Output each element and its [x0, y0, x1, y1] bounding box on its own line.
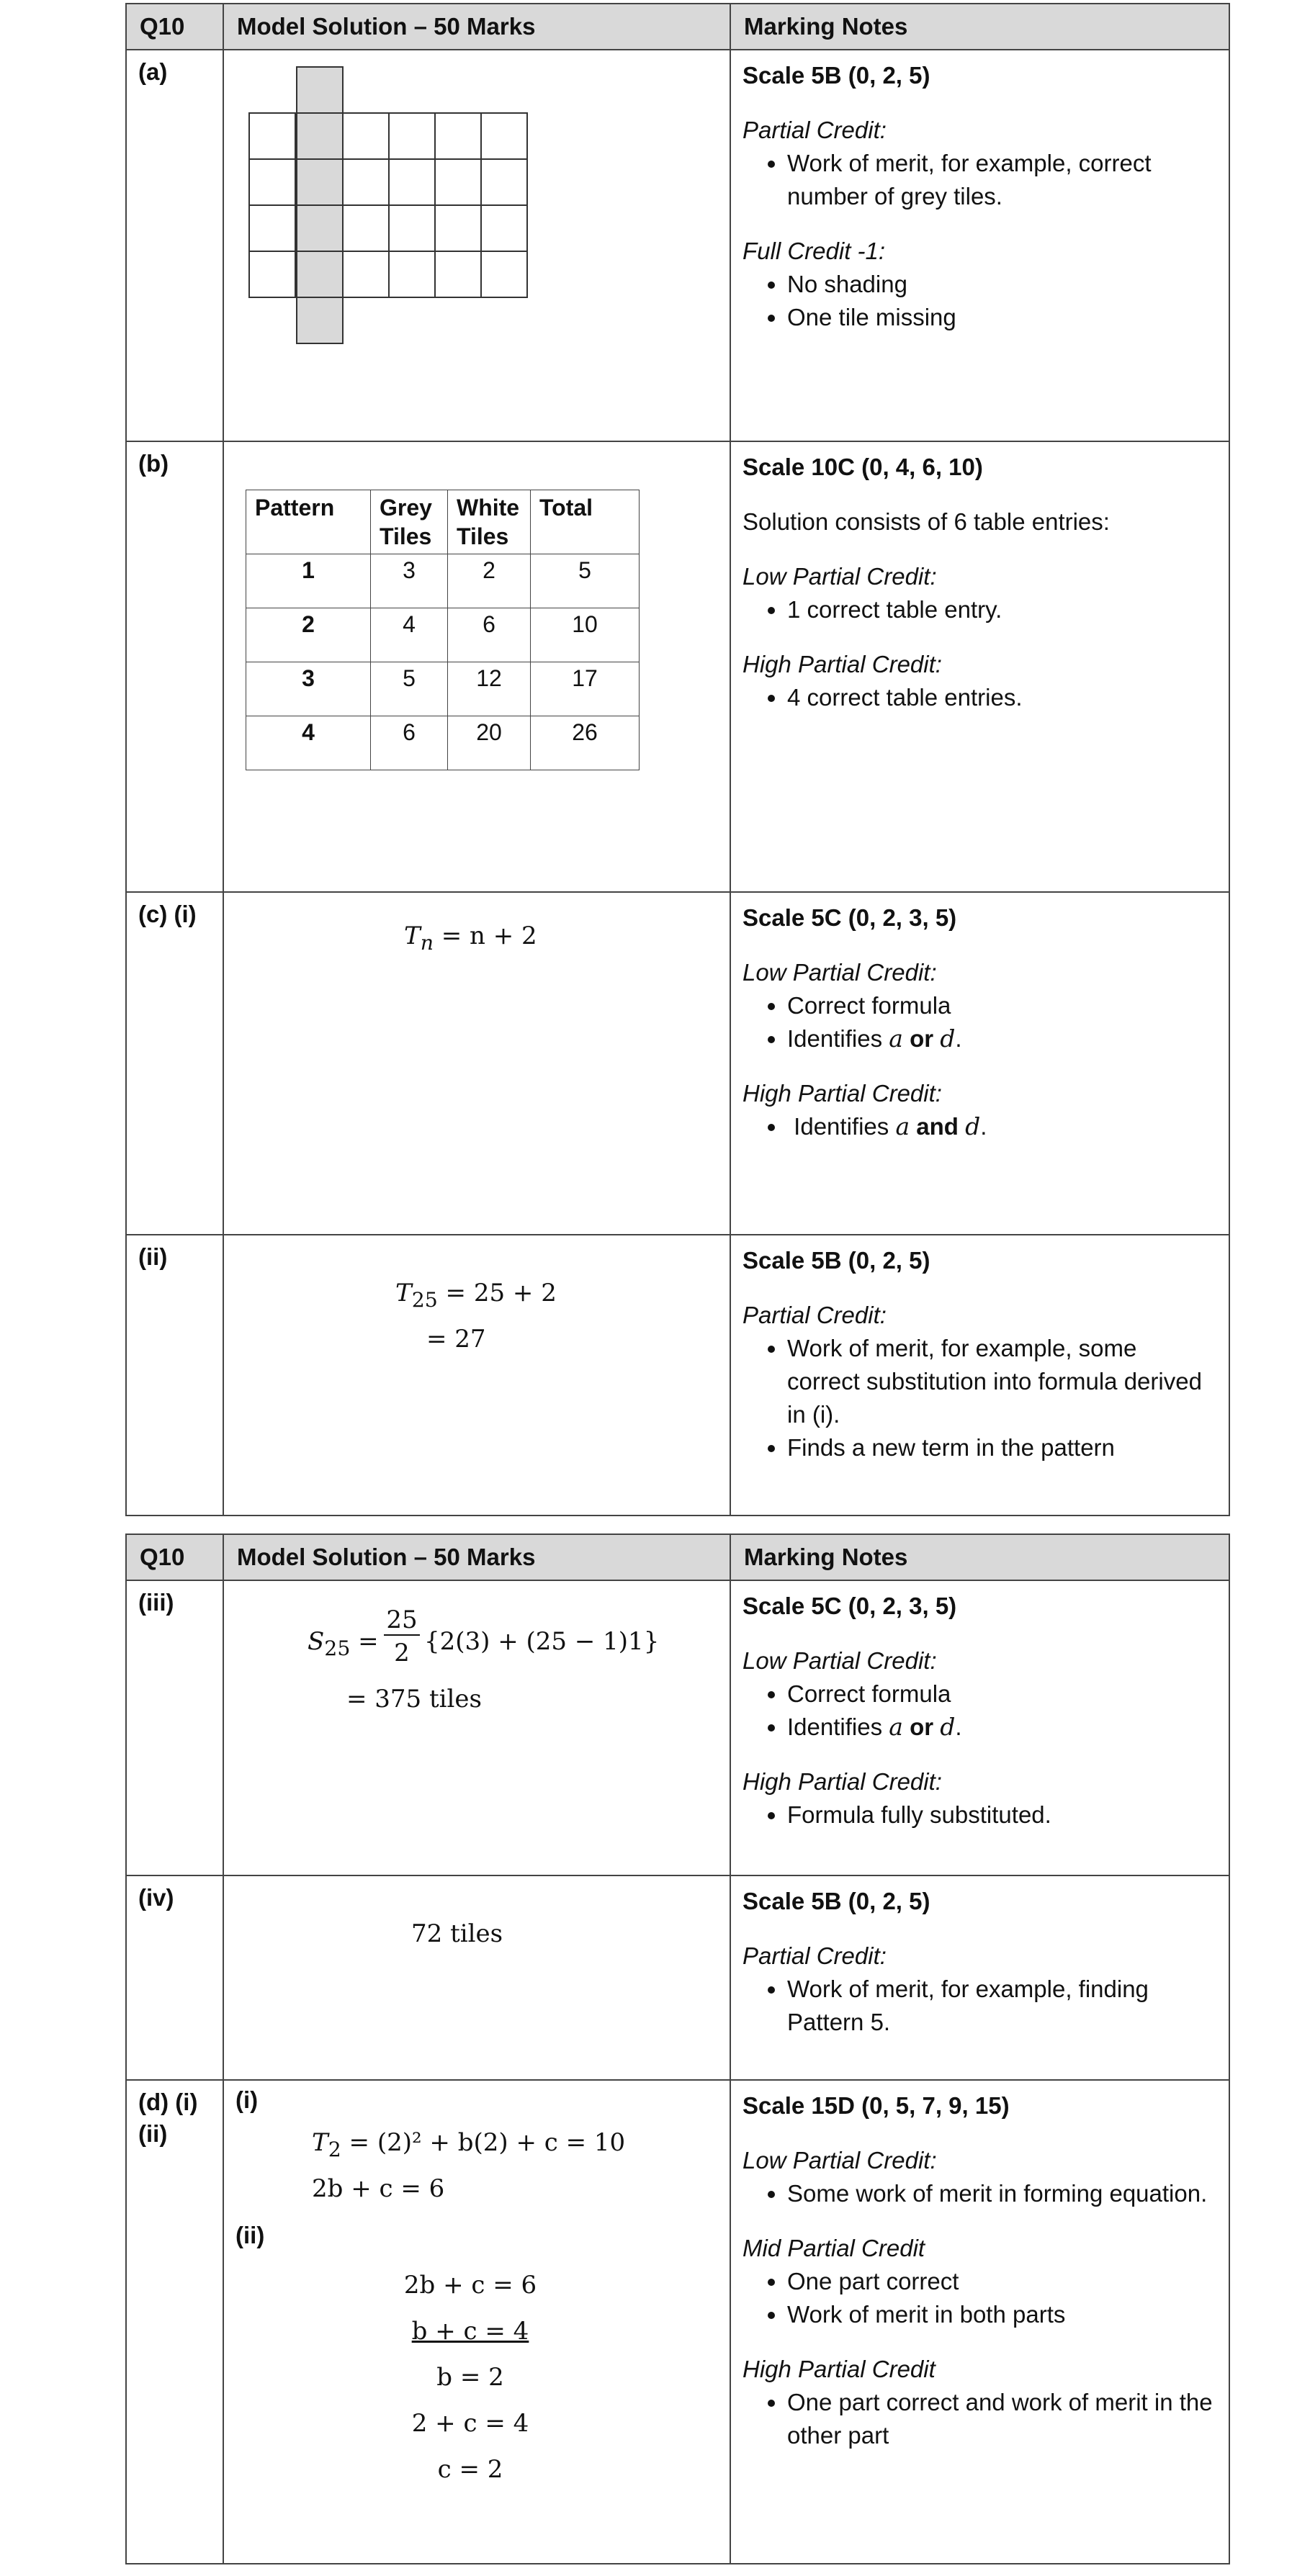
grey-tile — [296, 158, 344, 206]
white-tile — [342, 112, 390, 160]
list-item: • Identifies a or d. — [787, 1711, 1216, 1744]
list-item: • Formula fully substituted. — [787, 1798, 1216, 1832]
part-label-d-i: (d) (i) — [138, 2089, 198, 2115]
column-header: White Tiles — [448, 490, 531, 554]
part-label: (b) — [126, 441, 223, 892]
notes-b — [730, 441, 1229, 892]
table-row — [246, 608, 640, 662]
scale-label: Scale 10C (0, 4, 6, 10) — [743, 454, 983, 480]
marking-table-1 — [125, 3, 1230, 1516]
equation-line: 2b + c = 6 — [403, 2271, 537, 2300]
or-word: or — [910, 1713, 934, 1740]
table-row — [246, 662, 640, 716]
table-cell: 12 — [448, 662, 531, 716]
equation-rhs: = (2)² + b(2) + c = 10 — [349, 2128, 626, 2157]
solution-a — [223, 50, 730, 441]
white-tile — [248, 251, 296, 298]
identifies-text: Identifies — [787, 1713, 883, 1740]
list-item: • One tile missing — [787, 301, 1216, 334]
list-item: • Work of merit in both parts — [787, 2298, 1216, 2331]
white-tile — [248, 112, 296, 160]
table-cell: 4 — [246, 716, 371, 770]
list-item: • One part correct — [787, 2265, 1216, 2298]
notes-c-i — [730, 892, 1229, 1235]
tile-pattern-figure — [224, 50, 717, 442]
notes-c-ii — [730, 1235, 1229, 1516]
identifies-text: Identifies — [787, 1025, 883, 1052]
part-label: (iii) — [126, 1580, 223, 1875]
sub-label-ii: (ii) — [235, 2222, 265, 2248]
white-tile — [388, 251, 436, 298]
white-tile — [248, 158, 296, 206]
list-item: • Correct formula — [787, 989, 1216, 1022]
white-tile — [342, 158, 390, 206]
formula-result: = 375 tiles — [346, 1685, 482, 1713]
table-cell: 26 — [531, 716, 640, 770]
part-label: (iv) — [126, 1875, 223, 2080]
white-tile — [434, 158, 482, 206]
credit-category: Low Partial Credit: — [743, 563, 937, 590]
header-marking-notes: Marking Notes — [730, 1534, 1229, 1580]
table-cell: 5 — [531, 554, 640, 608]
column-header: Pattern — [246, 490, 371, 554]
identifies-text: Identifies — [794, 1113, 889, 1140]
credit-list — [743, 1973, 1216, 2039]
formula-rhs: = n + 2 — [441, 922, 537, 950]
formula-t25: $T_{25} = 25 + 2$ — [395, 1279, 557, 1312]
sub-label-i: (i) — [235, 2086, 259, 2113]
credit-category: Mid Partial Credit — [743, 2235, 925, 2261]
table-cell: 6 — [371, 716, 448, 770]
credit-list — [743, 1798, 1216, 1832]
grey-tile — [296, 204, 344, 252]
part-label — [126, 2080, 223, 2564]
solution-b — [223, 441, 730, 892]
equation-line-underlined: b + c = 4 — [411, 2317, 529, 2346]
white-tile — [388, 112, 436, 160]
white-tile — [248, 204, 296, 252]
table-header-row — [126, 4, 1229, 50]
solution-iii — [223, 1580, 730, 1875]
grey-tile — [296, 251, 344, 298]
table-cell: 4 — [371, 608, 448, 662]
credit-category: High Partial Credit: — [743, 1768, 942, 1795]
scale-label: Scale 5C (0, 2, 3, 5) — [743, 904, 957, 931]
credit-category: Low Partial Credit: — [743, 1647, 937, 1674]
grey-tile — [296, 66, 344, 114]
grey-tile — [296, 297, 344, 344]
notes-d — [730, 2080, 1229, 2564]
credit-list — [743, 2386, 1216, 2452]
or-word: or — [910, 1025, 934, 1052]
formula-tn: $T_n = n + 2$ — [404, 922, 537, 955]
list-item: • Identifies a or d. — [787, 1022, 1216, 1055]
credit-list — [743, 268, 1216, 334]
formula-expression: {2(3) + (25 − 1)1} — [424, 1627, 660, 1656]
list-item: • One part correct and work of merit in the other part — [787, 2386, 1216, 2452]
part-label: (ii) — [126, 1235, 223, 1516]
list-item: • Work of merit, for example, some correct substitution into formula derived in (i). — [787, 1332, 1216, 1431]
table-row — [246, 554, 640, 608]
equation-line: c = 2 — [437, 2455, 503, 2484]
solution-d — [223, 2080, 730, 2564]
table-cell: 10 — [531, 608, 640, 662]
credit-list — [743, 1332, 1216, 1464]
credit-category: Low Partial Credit: — [743, 959, 937, 986]
scale-label: Scale 5B (0, 2, 5) — [743, 62, 930, 89]
white-tile — [434, 204, 482, 252]
scale-label: Scale 5B (0, 2, 5) — [743, 1888, 930, 1914]
credit-category: High Partial Credit — [743, 2356, 936, 2382]
table-cell: 1 — [246, 554, 371, 608]
notes-a — [730, 50, 1229, 441]
row-iii — [126, 1580, 1229, 1875]
fraction-denominator: 2 — [394, 1639, 410, 1667]
intro-text: Solution consists of 6 table entries: — [743, 508, 1110, 535]
notes-iv — [730, 1875, 1229, 2080]
equation-t2: $T_2 = (2)^2 + b(2) + c = 10$ — [312, 2128, 626, 2161]
credit-list — [743, 2265, 1216, 2331]
grey-tile — [296, 112, 344, 160]
table-cell: 3 — [371, 554, 448, 608]
table-cell: 3 — [246, 662, 371, 716]
part-label-d-ii: (ii) — [138, 2120, 168, 2147]
header-model-solution: Model Solution – 50 Marks — [223, 4, 730, 50]
part-label: (a) — [126, 50, 223, 441]
list-item: • Correct formula — [787, 1677, 1216, 1711]
white-tile — [480, 204, 528, 252]
credit-list — [743, 989, 1216, 1055]
column-header: Total — [531, 490, 640, 554]
credit-list — [743, 147, 1216, 213]
white-tile — [480, 158, 528, 206]
credit-category: High Partial Credit: — [743, 651, 942, 677]
solution-c-i — [223, 892, 730, 1235]
white-tile — [388, 204, 436, 252]
header-marking-notes: Marking Notes — [730, 4, 1229, 50]
list-item: • Work of merit, for example, finding Pattern 5. — [787, 1973, 1216, 2039]
list-item: • Finds a new term in the pattern — [787, 1431, 1216, 1464]
pattern-table — [246, 490, 640, 770]
equation-line: 2 + c = 4 — [411, 2409, 529, 2438]
credit-list — [743, 1677, 1216, 1744]
white-tile — [342, 251, 390, 298]
marking-table-2 — [125, 1534, 1230, 2564]
formula-result: = 27 — [426, 1325, 486, 1354]
scale-label: Scale 5C (0, 2, 3, 5) — [743, 1593, 957, 1619]
solution-c-ii — [223, 1235, 730, 1516]
table-cell: 5 — [371, 662, 448, 716]
credit-category: Partial Credit: — [743, 1302, 887, 1328]
row-iv — [126, 1875, 1229, 2080]
solution-iv — [223, 1875, 730, 2080]
list-item: • Work of merit, for example, correct number of grey tiles. — [787, 147, 1216, 213]
white-tile — [434, 251, 482, 298]
list-item: • No shading — [787, 268, 1216, 301]
table-row — [246, 490, 640, 554]
list-item: • 4 correct table entries. — [787, 681, 1216, 714]
column-header: Grey Tiles — [371, 490, 448, 554]
row-c-i — [126, 892, 1229, 1235]
list-item: • 1 correct table entry. — [787, 593, 1216, 626]
table-cell: 17 — [531, 662, 640, 716]
credit-list — [743, 681, 1216, 714]
notes-iii — [730, 1580, 1229, 1875]
white-tile — [480, 112, 528, 160]
row-d — [126, 2080, 1229, 2564]
scale-label: Scale 5B (0, 2, 5) — [743, 1247, 930, 1274]
credit-category: Partial Credit: — [743, 1942, 887, 1969]
credit-category: Low Partial Credit: — [743, 2147, 937, 2174]
equation-line: b = 2 — [436, 2363, 504, 2392]
list-item: • Identifies a and d. — [787, 1110, 1216, 1143]
credit-category: Partial Credit: — [743, 117, 887, 143]
white-tile — [388, 158, 436, 206]
white-tile — [434, 112, 482, 160]
credit-list — [743, 593, 1216, 626]
part-label: (c) (i) — [126, 892, 223, 1235]
credit-category: Full Credit -1: — [743, 238, 886, 264]
white-tile — [480, 251, 528, 298]
header-model-solution: Model Solution – 50 Marks — [223, 1534, 730, 1580]
and-word: and — [916, 1113, 959, 1140]
header-question: Q10 — [126, 4, 223, 50]
table-header-row — [126, 1534, 1229, 1580]
credit-list — [743, 1110, 1216, 1143]
credit-list — [743, 2177, 1216, 2210]
answer-text: 72 tiles — [411, 1919, 503, 1948]
formula-rhs: = 25 + 2 — [445, 1279, 557, 1307]
white-tile — [342, 204, 390, 252]
formula-s25: $S_{25}$ = — [308, 1627, 379, 1660]
row-c-ii — [126, 1235, 1229, 1516]
table-cell: 20 — [448, 716, 531, 770]
scale-label: Scale 15D (0, 5, 7, 9, 15) — [743, 2092, 1010, 2119]
table-cell: 2 — [448, 554, 531, 608]
table-cell: 6 — [448, 608, 531, 662]
table-cell: 2 — [246, 608, 371, 662]
fraction-numerator: 25 — [384, 1606, 420, 1636]
equation-line: 2b + c = 6 — [312, 2174, 445, 2203]
credit-category: High Partial Credit: — [743, 1080, 942, 1107]
list-item: • Some work of merit in forming equation. — [787, 2177, 1216, 2210]
table-row — [246, 716, 640, 770]
row-b — [126, 441, 1229, 892]
header-question: Q10 — [126, 1534, 223, 1580]
row-a — [126, 50, 1229, 441]
